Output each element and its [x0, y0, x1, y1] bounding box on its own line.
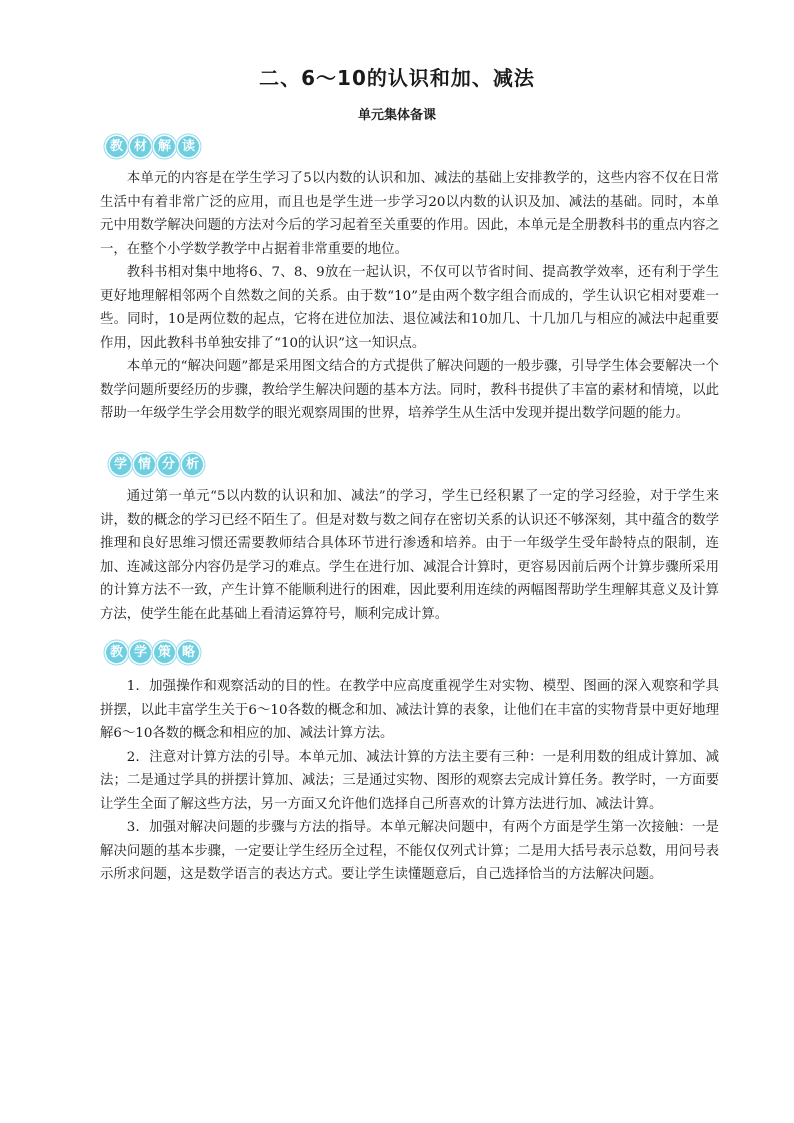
section-heading-teaching-strategy: [106, 640, 202, 664]
heading-char: 策: [154, 642, 175, 663]
heading-char: 情: [134, 454, 155, 475]
heading-char: 读: [178, 136, 199, 157]
heading-char: 材: [130, 136, 151, 157]
heading-char: 略: [178, 642, 199, 663]
section-heading-textbook-analysis: [106, 134, 202, 158]
paragraph: 2．注意对计算方法的引导。本单元加、减法计算的方法主要有三种：一是利用数的组成计算加、减法；二是通过学具的拼摆计算加、减法；三是通过实物、图形的观察去完成计算任务。教学时，一方面要让学生全面了解这些方法，另一方面又允许他们选择自己所喜欢的计算方法进行加、减法计算。: [100, 749, 719, 812]
paragraph: 本单元的内容是在学生学习了5以内数的认识和加、减法的基础上安排教学的，这些内容不仅在日常生活中有着非常广泛的应用，而且也是学生进一步学习20以内数的认识及加、减法的基础。同时，本单元中用数学解决问题的方法对今后的学习起着至关重要的作用。因此，本单元是全册教科书的重点内容之一，在整个小学数学教学中占据着非常重要的地位。: [100, 171, 719, 257]
heading-char: 学: [130, 642, 151, 663]
paragraph: 本单元的“解决问题”都是采用图文结合的方式提供了解决问题的一般步骤，引导学生体会要解决一个数学问题所要经历的步骤，教给学生解决问题的基本方法。同时，教科书提供了丰富的素材和情境，以此帮助一年级学生学会用数学的眼光观察周围的世界，培养学生从生活中发现并提出数学问题的能力。: [100, 359, 719, 421]
heading-char: 析: [182, 454, 203, 475]
paragraph: 教科书相对集中地将6、7、8、9放在一起认识，不仅可以节省时间、提高教学效率，还有利于学生更好地理解相邻两个自然数之间的关系。由于数“10”是由两个数字组合而成的，学生认识它相对要难一些。同时，10是两位数的起点，它将在进位加法、退位减法和10加几、十几加几与相应的减法中起重要作用，因此教科书单独安排了“10的认识”这一知识点。: [100, 265, 719, 351]
heading-char: 教: [106, 136, 127, 157]
heading-char: 学: [110, 454, 131, 475]
section-body-textbook-analysis: [100, 167, 719, 426]
paragraph: 通过第一单元“5以内数的认识和加、减法”的学习，学生已经积累了一定的学习经验，对于学生来讲，数的概念的学习已经不陌生了。但是对数与数之间存在密切关系的认识还不够深刻，其中蕴含的数学推理和良好思维习惯还需要教师结合具体环节进行渗透和培养。由于一年级学生受年龄特点的限制，连加、连减这部分内容仍是学习的难点。学生在进行加、减混合计算时，更容易因前后两个计算步骤所采用的计算方法不一致，产生计算不能顺利进行的困难，因此要利用连续的两幅图帮助学生理解其意义及计算方法，使学生能在此基础上看清运算符号，顺利完成计算。: [100, 489, 719, 622]
section-heading-student-analysis: [110, 452, 206, 476]
section-body-student-analysis: [100, 485, 719, 626]
page-title: 二、6～10的认识和加、减法: [259, 66, 535, 90]
heading-char: 解: [154, 136, 175, 157]
paragraph: 1．加强操作和观察活动的目的性。在教学中应高度重视学生对实物、模型、图画的深入观察和学具拼摆，以此丰富学生关于6～10各数的概念和加、减法计算的表象，让他们在丰富的实物背景中更好地理解6～10各数的概念和相应的加、减法计算方法。: [100, 679, 719, 741]
paragraph: 3．加强对解决问题的步骤与方法的指导。本单元解决问题中，有两个方面是学生第一次接触：一是解决问题的基本步骤，一定要让学生经历全过程，不能仅仅列式计算；二是用大括号表示总数，用问号表示所求问题，这是数学语言的表达方式。要让学生读懂题意后，自己选择恰当的方法解决问题。: [100, 820, 719, 882]
heading-char: 分: [158, 454, 179, 475]
heading-char: 教: [106, 642, 127, 663]
section-body-teaching-strategy: [100, 675, 719, 887]
page-subtitle: 单元集体备课: [357, 108, 436, 123]
